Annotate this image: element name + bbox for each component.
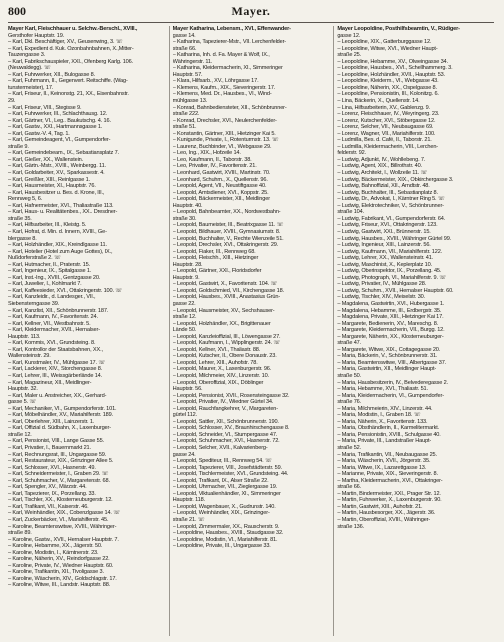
directory-entry: – Ludwig, Adjunkt, IV., Wohllebeng. 7.	[337, 156, 426, 163]
directory-entry: Hauptstr. 32.	[8, 386, 38, 393]
directory-entry: – Leopold, Kaufmann, I., Wipplingerstr. 24. ☏	[172, 340, 281, 347]
directory-entry: – Karl, Möbelhändler, XV., Mariahilferstr. 189.	[8, 412, 113, 419]
directory-entry: – Karl, Hilfsarbeiter, III., Kleistg. 5.	[8, 222, 87, 229]
directory-entry: straße 47.	[337, 340, 362, 347]
directory-entry: – Leopold, Gärtner, XXI., Floridsdorfer	[172, 268, 262, 275]
directory-entry: – Lina, Hilfsarbeiterin, XV., Gablenzg. 9.	[337, 104, 431, 111]
directory-entry: – Karl, Hofrat, d. Min. d. Innern, XVIII., Ge-	[8, 228, 107, 235]
directory-entry: – Karl, Weinhändler, XIX., Cobenzlgasse 14. ☏	[8, 510, 121, 517]
directory-entry: – Leo, Kaufmann, II., Taborstr. 38.	[172, 156, 252, 163]
directory-entry: – Karl, Magazineur, XII., Meidlinger-	[8, 379, 92, 386]
directory-entry: – Katharina, Kleidermacherin, XI., Simmeringer	[172, 65, 283, 72]
directory-entry: straße 50.	[337, 372, 362, 379]
directory-entry: – Maria, Witwe, IX., Lazarettgasse 13.	[337, 464, 427, 471]
directory-entry: – Maria, Bäckerin, V., Schönbrunnerstr. 31.	[337, 353, 438, 360]
directory-entry: gasse 5. ☏	[8, 399, 37, 406]
directory-entry: straße 104.	[337, 209, 364, 216]
directory-entry: – Karl, Schlosser, XVI., Hasnerstr. 49.	[8, 464, 96, 471]
directory-entry: Nußdorferstraße 2. ☏	[8, 255, 61, 262]
directory-entry: – Karl, Schneidermeister, I., Graben 29. ☏	[8, 471, 109, 478]
directory-entry: – Klemens, Med. Dr., Hausbes., VI., Wind-	[172, 91, 272, 98]
directory-entry: – Karl, Zuckerbäcker, VI., Mariahilferstr. 45.	[8, 517, 109, 524]
directory-entry: – Leopold, Rauchfangkehrer, V., Margareten-	[172, 405, 278, 412]
directory-entry: – Martin, Bindermeister, XXI., Prager Str. 12.	[337, 490, 441, 497]
directory-entry: – Maria, Gastwirtin, XII., Meidlinger Haupt-	[337, 366, 437, 373]
directory-entry: – Karl, Maler u. Anstreicher, XX., Gerhard-	[8, 392, 107, 399]
directory-entry: – Maria, Milchmeierin, XIV., Linzerstr. 44.	[337, 405, 433, 412]
directory-entry: straße 51.	[172, 124, 197, 131]
directory-entry: – Karl, Fuhrwerker, XII., Bulogasse 8.	[8, 71, 95, 78]
directory-entry: – Karl, Offizial d. Südbahn, X., Laxenburger-	[8, 425, 111, 432]
page-header	[8, 4, 494, 20]
directory-entry: – Karl, Kaffeesieder, XVI., Ottakringerstr. 100. ☏	[8, 287, 123, 294]
directory-entry: – Ludwig, Agent, XIX., Billrothstr. 40.	[337, 163, 422, 170]
directory-entry: – Lorenz, Kutscher, XVI., Stöbergasse 12.	[337, 117, 436, 124]
header-rule	[8, 22, 494, 23]
directory-entry: – Magdalena, Gastwirtin, XVI., Hubergasse 1.	[337, 300, 445, 307]
directory-entry: straße 89.	[8, 530, 32, 537]
directory-entry: Hauptstr. 57.	[172, 71, 203, 78]
directory-entry: – Ludwig, Kaufmann, VII., Mariahilferstr. 122.	[337, 248, 443, 255]
directory-entry: – Karl, Dkl. Beschäftiger, XV., Geusenwing, 3. ☏	[8, 39, 123, 46]
directory-entry: – Ludwig, Bäckermeister, XIX., Obkirchergasse 3.	[337, 176, 454, 183]
directory-entry: – Lorenz, Wagner, VII., Mariahilferstr. 100.	[337, 130, 436, 137]
directory-entry: – Ludwig, Gastwirt, XXI., Brünnerstr. 15.	[337, 228, 431, 235]
directory-entry: – Martin, Gastwirt, XIII., Auhofstr. 21.	[337, 503, 423, 510]
directory-entry: – Ludwig, Buchhalter, III., Sebastianplatz 8.	[337, 189, 438, 196]
directory-entry: – Margarete, Witwe, XIX., Cottagegasse 20.	[337, 346, 441, 353]
directory-entry: 29.	[8, 98, 16, 105]
directory-entry: – Karoline, Private, IV., Wiedner Hauptstr. 60.	[8, 562, 114, 569]
directory-entry: Hauptstr. 28.	[172, 261, 203, 268]
directory-entry: – Leopold, Amtsdiener, XVI., Koppstr. 25.	[172, 189, 269, 196]
directory-entry: – Leopold, Wagenbauer, X., Gudrunstr. 140.	[172, 503, 276, 510]
directory-entry: – Leopoldine, Kleiderm., VI., Webgasse 43.	[337, 78, 439, 85]
directory-entry: – Ludwig, Friseur, XVI., Ottakringerstr. 123.	[337, 222, 438, 229]
directory-entry: – Ludwig, Lehrer, XX., Wallensteinstr. 41.	[337, 255, 434, 262]
directory-entry: – Leopold, Kanzleioffizial, III., Löwengasse 27.	[172, 333, 281, 340]
directory-entry: – Leopoldine, Hausbes., XVI., Schellhammerg. 3.	[337, 65, 453, 72]
directory-entry: – Leopold, Lehrer, XIII., Auhofstr. 78.	[172, 359, 258, 366]
directory-entry: – Leopold, Hausbes., XVIII., Anastasius Grün-	[172, 294, 281, 301]
directory-entry: – Karl, Gemeindebeam., IX., Sebastiansplatz 7.	[8, 150, 119, 157]
directory-entry: – Karoline, Beamtenswitwe, XVIII., Währinger-	[8, 523, 117, 530]
directory-entry: – Karl, Lehrer, III., Weissgärberlände 14.	[8, 372, 103, 379]
directory-entry: Tauzengasse 3.	[8, 52, 46, 59]
directory-entry: – Martha, Kleidermacherin, XVI., Ottakringer-	[337, 477, 443, 484]
directory-entry: – Karl, Kunstmaler, IV., Mühlgasse 17. ☏	[8, 359, 106, 366]
directory-entry: straße 222.	[172, 111, 200, 118]
directory-entry: – Leopold, Sattler, XII., Schönbrunnerstr. 190.	[172, 418, 279, 425]
directory-entry: – Karoline, Hebamme, XX., Jägerstr. 50.	[8, 543, 103, 550]
directory-entry: – Ludwig, Bahnoffizial, XII., Arndtstr. 48.	[337, 183, 430, 190]
directory-entry: – Leopoldine, XIX., Gatterburggasse 12.	[337, 39, 432, 46]
directory-entry: – Karl, Hutmacher, II., Praterstr. 15.	[8, 261, 90, 268]
directory-entry: straße 9.	[8, 143, 29, 150]
directory-entry: – Leopold, Tischlermeister, XVI., Grundsteing. 44.	[172, 471, 289, 478]
directory-entry: – Leopold, Schneider, VI., Stumpergasse 47.	[172, 431, 278, 438]
directory-entry: Hauptstr. 40.	[172, 202, 203, 209]
directory-entry: – Leopoldine, Private, III., Ungargasse 33.	[172, 543, 271, 550]
directory-entry: – Leopold, Trafikant, IX., Alser Straße 22.	[172, 477, 269, 484]
directory-entry: tunstermeister), 17.	[8, 84, 54, 91]
directory-entry: – Karl, Kommis, XVI., Grundsteing. 8.	[8, 340, 96, 347]
directory-entry: – Ludwig, Photograph, VI., Mariahilferstr. 9. ☏	[337, 274, 447, 281]
directory-entry: gürtel 112.	[172, 412, 198, 419]
directory-entry: – Karl, Fuhrmann, II., Gegenvert. Reitschiffe. (Wag-	[8, 78, 128, 85]
directory-entry: – Leopold, Bäckermeister, XII., Meidlinger	[172, 196, 270, 203]
directory-entry: – Karoline, Witwe, III., Landstr. Hauptstr. 88.	[8, 582, 111, 589]
directory-entry: – Leopold, Fiaker, III., Rennweg 68.	[172, 248, 256, 255]
directory-entry: – Ludwig, Oberinspektor, IX., Porzellang. 45.	[337, 268, 442, 275]
directory-entry: – Maria, Modistin, I., Graben 18. ☏	[337, 412, 421, 419]
directory-column-3	[333, 26, 494, 636]
directory-entry: – Karl, Lackierer, XIV., Storchengasse 8.	[8, 366, 103, 373]
directory-entry: – Karoline, Näherin, XV., Reindorfgasse 22.	[8, 556, 110, 563]
directory-entry: – Karl, Spengler, XV., Märzstr. 44.	[8, 484, 87, 491]
directory-entry: mühlgasse 13.	[172, 98, 208, 105]
directory-entry: straße 30.	[172, 215, 197, 222]
directory-entry: – Leopold, Gastwirt, X., Favoritenstr. 104. ☏	[172, 281, 278, 288]
directory-entry: – Leopold, Holzhändler, XX., Brigittenauer	[172, 320, 271, 327]
directory-entry: – Katharina, Tapezierer-Mstr., VII. Lerchenfelder-	[172, 39, 287, 46]
directory-entry: – Karl, Restaurateur, XIX., Grinzinger Allee 5.	[8, 458, 114, 465]
directory-entry: – Ludwig, Tischler, XIV., Meiselstr. 30.	[337, 294, 426, 301]
directory-entry: – Leopoldine, Holzhändler, XVII., Hauptstr. 53.	[337, 71, 446, 78]
directory-entry: – Leo, Privatier, IV., Favoritenstr. 21.	[172, 163, 257, 170]
directory-entry: – Maria, Private, III., Landstraßer Haupt-	[337, 438, 432, 445]
directory-entry: – Martin, Fuhrwerker, X., Laxenburgerstr. 90.	[337, 497, 442, 504]
directory-entry: straße 35.	[8, 215, 32, 222]
directory-entry: straße 12.	[172, 314, 197, 321]
directory-entry: – Leopold, Selcher, XVII., Kalvarienberg-	[172, 445, 268, 451]
directory-entry: Wallensteinstr. 29.	[8, 353, 51, 360]
directory-entry: – Karl, Gärtn.-Mstr., XVIII., Weinbergg. 11.	[8, 163, 106, 170]
directory-entry: – Maria, Trafikantin, VII., Neubaugasse 25.	[337, 451, 437, 458]
directory-entry: – Karl, Gießer, XX., Wallenstein.	[8, 156, 84, 163]
directory-entry: Hauptstr. 113.	[8, 333, 41, 340]
directory-entry: – Klara, Hilfsarb., XV., Löhrgasse 17.	[172, 78, 259, 85]
directory-entry: – Martin, Hausbesorger, XX., Jägerstr. 36.	[337, 510, 436, 517]
directory-entry: – Karl, Juwelier, I., Kohlmarkt 7.	[8, 281, 82, 288]
directory-entry: – Leopoldine, Modistin, VI., Mariahilferstr. 81.	[172, 536, 278, 543]
directory-entry: – Katharina, Inh. d. Fa. Mayer & Wolf, IX.,	[172, 52, 270, 59]
directory-entry: straße 136.	[337, 523, 364, 530]
directory-entry: – Leo, Ing., XIX., Hofzeile 14.	[172, 150, 241, 157]
directory-columns	[8, 26, 494, 636]
directory-entry: – Leopold, Tapezierer, VIII., Josefstädterstr. 59.	[172, 464, 282, 471]
directory-entry: blergasse 8.	[8, 235, 37, 242]
directory-entry: – Karl, Friseur, II., Keinonstg. 21, XX., Eisenbahnstr.	[8, 91, 129, 98]
directory-entry: Gersthofer Hauptstr. 19.	[8, 32, 65, 39]
directory-entry: gasse 14.	[172, 32, 196, 39]
directory-entry: straße 66.	[172, 45, 197, 52]
directory-entry: – Laurenz, Buchbinder, VI., Webgasse 29.	[172, 143, 272, 150]
directory-entry: – Leopoldine, Näherin, XX., Ospelgasse 8.	[337, 84, 437, 91]
directory-entry: – Leopold, Agent, VII., Neustiftgasse 40.	[172, 183, 267, 190]
directory-entry: – Leopold, Drechsler, XVI., Ottakringerstr. 29.	[172, 242, 279, 249]
directory-entry: – Maria, Obsthändlerin, II., Karmelitermarkt.	[337, 425, 440, 432]
directory-entry: – Leopoldine, Pensionistin, III., Kolonitzg. 6.	[337, 91, 439, 98]
directory-entry: – Leopold, Goldschmied, VII., Kirchengasse 18.	[172, 287, 284, 294]
directory-entry: – Leopoldine, Witwe, XVI., Wiedner Haupt-	[337, 45, 438, 52]
directory-entry: – Ludwig, Maschinist, X., Keplerplatz 10.	[337, 261, 432, 268]
directory-entry: – Lorenz, Fleischhauer, IV., Weyringerg. 23.	[337, 111, 440, 118]
directory-entry: – Ludwig, Fabrikant, VI., Gumpendorferstr. 64.	[337, 215, 446, 222]
directory-entry: – Karl, Kleidermacher, XVII., Hernalser-	[8, 327, 100, 334]
directory-entry: Lände 50.	[172, 327, 197, 334]
page-title: Mayer.	[231, 4, 271, 18]
directory-entry: – Maria, Beamtenswitwe, VIII., Albertgasse 37.	[337, 359, 447, 366]
directory-entry: – Leopold, Bahnbeamter, XX., Nordwestbahn-	[172, 209, 281, 216]
directory-entry: – Leopoldine, Hebamme, XV., Ölweingasse 34.	[337, 58, 448, 65]
directory-entry: – Karl, Kanzleidir., d. Landesger., VII.,	[8, 294, 96, 301]
directory-column-2	[169, 26, 330, 636]
directory-entry: – Ludwig, Architekt, I., Wollzeile 11. ☏	[337, 170, 428, 177]
directory-entry: – Maria, Wäscherin, XVII., Jörgerstr. 35.	[337, 458, 431, 465]
directory-entry: – Leopold, Schlosser, XV., Braunhirschengasse 8.	[172, 425, 290, 432]
directory-entry: – Karoline, Gastw., XVII., Hernalser Hauptstr. 7.	[8, 536, 119, 543]
directory-entry: – Karl, Greißler, XIII., Reinlgasse 1.	[8, 176, 90, 183]
directory-entry: – Magdalena, Hebamme, III., Erdbergstr. 35.	[337, 307, 442, 314]
directory-entry: – Karl, Kellner, VII., Westbahnstr. 5.	[8, 320, 91, 327]
directory-entry: felderstr. 92.	[337, 150, 367, 157]
directory-entry: – Leopold, Milchmeier, XIV., Linzerstr. 10.	[172, 372, 269, 379]
directory-entry: – Ludwig, Ingenieur, XIII., Lainzerstr. 56.	[337, 242, 431, 249]
directory-entry: – Leopold, Buchhalter, V., Rechte Wienzeile 51.	[172, 235, 284, 242]
directory-entry: – Karl, Haus- u. Realitätenbes., XX.. Dresdner-	[8, 209, 118, 216]
directory-entry: – Ludwig, Dr., Advokat, I., Kärntner Ring 5. ☏	[337, 196, 445, 203]
directory-entry: straße 76.	[337, 399, 362, 406]
directory-entry: – Karl, Rechnungsrat, III., Ungargasse 59.	[8, 451, 107, 458]
directory-entry: – Karl, Oberlehrer, XIII., Lainzerstr. 1.	[8, 418, 95, 425]
directory-entry: – Karl, Hausmeister, XI., Hauptstr. 76.	[8, 183, 96, 190]
directory-entry: – Karl, Gastw.-V. 4, Tag. 1.	[8, 130, 70, 137]
directory-entry: – Karoline, Trafikantin, XII., Tivoligasse 3.	[8, 569, 104, 576]
directory-entry: – Karl, Friseur, VIII., Stegisse 9.	[8, 104, 82, 111]
directory-entry: – Leopold, Maurer, X., Laxenburgerstr. 96.	[172, 366, 272, 373]
directory-entry: – Maria, Näherin, X., Favoritenstr. 133.	[337, 418, 428, 425]
directory-entry: Hauptstr. 9.	[172, 274, 200, 281]
directory-entry-heading: Mayer Karl, Fleischhauer u. Selchw.-Berschl., XVIII.,	[8, 26, 138, 32]
directory-entry: – Leonhard, Gastwirt, XVIII., Martinstr. 70.	[172, 170, 271, 177]
directory-entry: – Karl, Ingenieur, IX., Spitalgasse 1.	[8, 268, 92, 275]
directory-entry: – Karl, Goldarbeiter, XV., Sparkassestr. 4.	[8, 170, 105, 177]
directory-entry: – Maria, Pensionistin, XVIII., Schulgasse 40.	[337, 431, 441, 438]
directory-entry: – Ludmilla, Bes. d. Café, II., Taborstr. 21.	[337, 137, 432, 144]
directory-entry: – Margarete, Kleidermacherin, VII., Burgg. 12.	[337, 327, 445, 334]
directory-entry: – Konrad, Drechsler, XVI., Neulerchenfelder-	[172, 117, 277, 124]
directory-entry: – Magdalena, Private, XIII., Hietzinger Kai 17.	[337, 314, 444, 321]
directory-entry: – Karl, Tischler, XX., Klosterneuburgerstr. 12.	[8, 497, 113, 504]
directory-entry: – Karl, Schuhmacher, V., Margaretenstr. 68.	[8, 477, 110, 484]
directory-entry: – Leopold, Baumeister, III., Beatrixgasse 11. ☏	[172, 222, 284, 229]
directory-entry: – Konrad, Bahnbediensteter, XII., Schönbrunner-	[172, 104, 287, 111]
directory-entry: – Karl, Mechaniker, VI., Gumpendorferstr. 101.	[8, 405, 117, 412]
directory-entry: – Ludwig, Privatier, IV., Mühlgasse 28.	[337, 281, 427, 288]
directory-entry: Rennweg 5, 6.	[8, 196, 43, 203]
directory-entry: – Konstantin, Gärtner, XIII., Hietzinger Kai 5.	[172, 130, 276, 137]
directory-entry: – Karl, Gemeindeagent, VI., Gumpendorfer-	[8, 137, 111, 144]
directory-entry: gasse 24.	[172, 451, 196, 458]
directory-entry: straße 12.	[8, 431, 32, 438]
directory-entry: – Karl, Tapezierer, IX., Porzellang. 33.	[8, 490, 96, 497]
directory-entry: – Leopold, Uhrmacher, VII., Zieglergasse 19.	[172, 484, 278, 491]
directory-entry: – Karl, Fuhrwerker, III., Schlachthausg. 12.	[8, 111, 108, 118]
directory-entry: – Leopold, Viktualienhändler, XI., Simmeringer	[172, 490, 281, 497]
directory-entry: – Karoline, Wäscherin, XIV., Goldschlagstr. 17.	[8, 575, 117, 582]
directory-entry: – Martin, Oberoffizial, XVIII., Währinger-	[337, 517, 431, 524]
directory-entry: – Ludmilla, Kleidermacherin, VIII., Lerchen-	[337, 143, 439, 150]
directory-entry: – Karl, Holzhändler, XIX., Kreindlgasse 11.	[8, 242, 107, 249]
directory-entry: – Karl, Hausbesitzer u. Bes. d. Krone, III.,	[8, 189, 105, 196]
directory-entry: – Karl, Pensionist, VIII., Lange Gasse 55.	[8, 438, 104, 445]
directory-entry: – Leonhard, Schuhm., X., Quellenstr. 96.	[172, 176, 268, 183]
directory-entry: – Karl, Inst.-Ing., XVIII., Gentzgasse 20.	[8, 274, 101, 281]
directory-entry: – Leopold, Zimmermaler, XX., Rauscherstr. 9.	[172, 523, 280, 530]
directory-entry: – Maria, Hausbesitzerin, IV., Belvederegasse 2.	[337, 379, 448, 386]
directory-entry: Siebensterngasse 39.	[8, 300, 60, 307]
directory-entry: – Ludwig, Schuhm., XVII., Hernalser Hauptstr. 60.	[337, 287, 454, 294]
directory-entry: – Maria, Kleidermacherin, VI., Gumpendorfer-	[337, 392, 444, 399]
directory-entry: Währingerstr. 11.	[172, 58, 213, 65]
directory-entry: – Leopold, Kutscher, II., Obere Donaustr. 23.	[172, 353, 277, 360]
directory-entry: straße 25.	[337, 52, 362, 59]
directory-entry: – Maria, Hebamme, XVI., Thaliastr. 51.	[337, 386, 428, 393]
directory-entry: – Leopold, Privatier, IV., Wiedner Gürtel 34.	[172, 399, 274, 406]
directory-entry: – Margarete, Näherin, XX., Klosterneuburger-	[337, 333, 444, 340]
directory-entry: Hauptstr. 118.	[172, 497, 205, 504]
directory-entry: straße 21. ☏	[172, 517, 205, 524]
directory-entry: – Karl, Privatier, I., Bauernmarkt 21.	[8, 445, 91, 451]
directory-entry: – Karl, Hotelier (Hotel zum Auge Gottes), IX.,	[8, 248, 113, 255]
directory-entry: – Karl, Expedient d. Kuk. Ozonbahnbahnen, X.,Mitter-	[8, 45, 134, 52]
directory-entry: – Leopold, Bildhauer, XVIII., Gymnasiumstr. 8.	[172, 228, 281, 235]
directory-entry: – Ludwig, Elektrotechniker, V., Schönbrunner-	[337, 202, 444, 209]
directory-entry: – Ludwig, Hausbes., XVIII., Währinger Gürtel 99.	[337, 235, 452, 242]
directory-entry: – Lina, Bäckerin, X., Quellenstr. 14.	[337, 98, 420, 105]
directory-entry: straße 52.	[337, 445, 362, 451]
directory-entry: – Karoline, Modistin, I., Kärntnerstr. 23.	[8, 549, 99, 556]
directory-entry: – Karl, Trafikant, VII., Kaiserstr. 46.	[8, 503, 89, 510]
directory-entry: gasse 12.	[337, 32, 361, 39]
directory-entry: gasse 22.	[172, 300, 196, 307]
directory-entry-heading: Mayer Katharina, Lebensm., XVI., Effenwander-	[172, 26, 291, 32]
directory-column-1	[8, 26, 165, 636]
directory-entry: – Marianne, Private, XIX., Sieveringerstr. 8.	[337, 471, 438, 478]
directory-entry: – Leopold, Kellner, XVI., Thaliastr. 88.	[172, 346, 261, 353]
directory-entry: – Leopold, Schuhmacher, XVI., Hasnerstr. 72.	[172, 438, 280, 445]
directory-entry: – Margarete, Bedienerin, XV., Mareschg. 8.	[337, 320, 439, 327]
directory-entry: – Karl, Gärtner, VI., Leg.. Baukutschg. 4. 16.	[8, 117, 111, 124]
directory-entry: – Karl, Kanzlist, XII., Schönbrunnerstr. 187.	[8, 307, 109, 314]
directory-entry: – Karl, Kontrollor der Staatsbahnen, XX.,	[8, 346, 103, 353]
directory-entry: – Leopold, Hausmeister, XV., Sechshauser-	[172, 307, 275, 314]
directory-entry: – Karl, Kaufmann, IV., Favoritenstr. 24.	[8, 314, 98, 321]
directory-entry: – Karl, Hafnermeister, XVI., Thaliastraße 113.	[8, 202, 114, 209]
directory-entry: – Leopold, Oberoffizial, XIX., Döblinger	[172, 379, 264, 386]
directory-entry: – Leopoldine, Hausbes., XVIII., Staudgasse 32.	[172, 530, 284, 537]
directory-entry: – Leopold, Fleischh., XIII., Hietzinger	[172, 255, 259, 262]
directory-entry: straße 66.	[337, 484, 362, 491]
page-number: 800	[8, 4, 26, 18]
directory-entry: – Karl, Gastw., XXI., Hartmannsgasse 1.	[8, 124, 103, 131]
directory-entry: Hauptstr. 56.	[172, 386, 203, 393]
directory-entry: – Kunigunde, Private, I., Rotenturmstr. 13. ☏	[172, 137, 279, 144]
directory-entry: – Karl, Fabrikschauspieler, XXI., Ofenberg Karlg. 106.	[8, 58, 133, 65]
directory-entry: – Lorenz, Selcher, VII., Neubaugasse 69.	[337, 124, 434, 131]
directory-entry-heading: Mayer Leopoldine, Posthilfsbeamtin, V., Rüdiger-	[337, 26, 460, 32]
directory-entry: – Klemens, Kaufm., XIX., Sieveringerstr. 17.	[172, 84, 276, 91]
directory-entry: – Leopold, Pensionist, XVII., Rosensteingasse 32.	[172, 392, 290, 399]
directory-entry: – Leopold, Weinhändler, XIX., Grinzinger-	[172, 510, 270, 517]
directory-entry: (Neuwaldegg). ☏	[8, 65, 51, 72]
directory-entry: – Leopold, Spediteur, III., Rennweg 54. ☏	[172, 458, 272, 465]
